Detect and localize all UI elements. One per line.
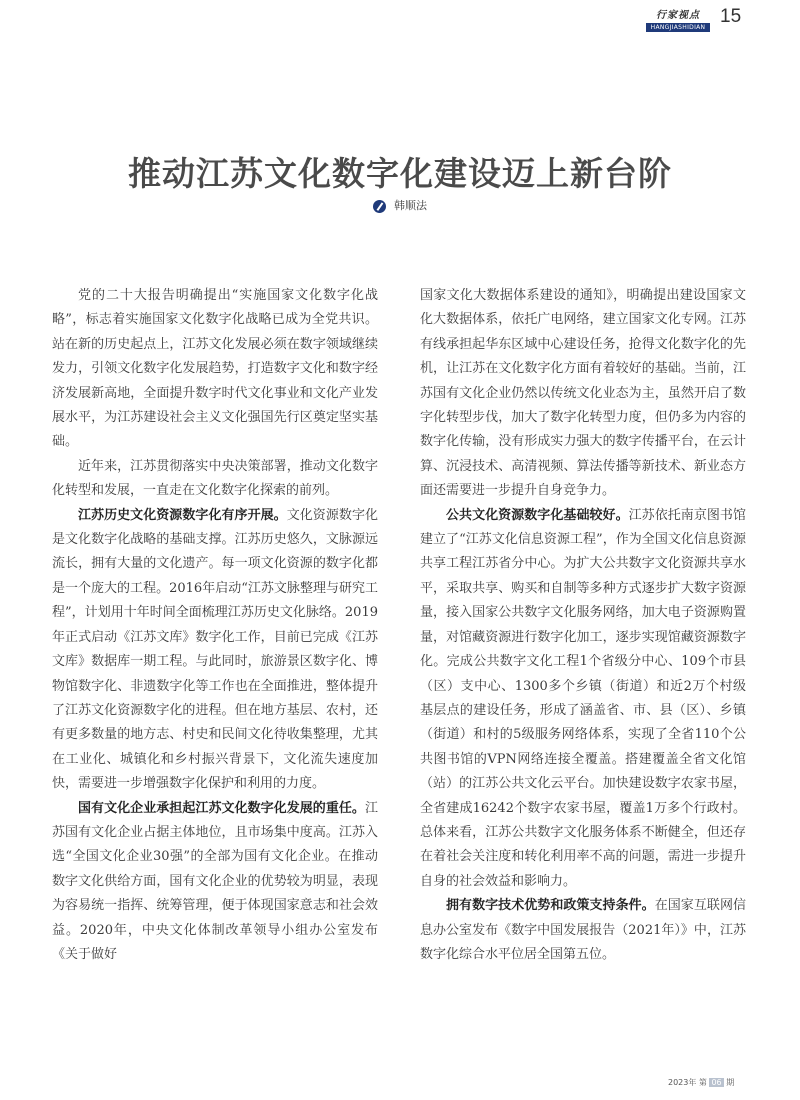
issue-number: 06 — [711, 1078, 722, 1087]
paragraph-heading: 江苏历史文化资源数字化有序开展。 — [78, 507, 287, 523]
issue-footer — [668, 1077, 734, 1088]
section-name-cn: 行家视点 — [656, 10, 700, 21]
paragraph: 近年来，江苏贯彻落实中央决策部署，推动文化数字化转型和发展，一直走在文化数字化探索的前列。 — [52, 458, 378, 499]
paragraph — [420, 504, 746, 895]
issue-year: 2023年 第 — [668, 1078, 707, 1087]
paragraph — [52, 504, 378, 797]
paragraph-body: 江苏国有文化企业占据主体地位，且市场集中度高。江苏入选“全国文化企业30强”的全部为国有文化企业。在推动数字文化供给方面，国有文化企业的优势较为明显，表现为容易统一指挥、统筹管理，便于体现国家意志和社会效益。2020年，中央文化体制改革领导小组办公室发布《关于做好 — [52, 800, 378, 962]
section-name-en: HANGJIASHIDIAN — [646, 23, 710, 32]
paragraph: 国家文化大数据体系建设的通知》，明确提出建设国家文化大数据体系，依托广电网络，建立国家文化专网。江苏有线承担起华东区域中心建设任务，抢得文化数字化的先机，让江苏在文化数字化方面有着较好的基础。当前，江苏国有文化企业仍然以传统文化业态为主，虽然开启了数字化转型步伐，加大了数字化转型力度，但仍多为内容的数字化传输，没有形成实力强大的数字传播平台，在云计算、沉浸技术、高清视频、算法传播等新技术、新业态方面还需要进一步提升自身竞争力。 — [420, 288, 746, 499]
issue-suffix: 期 — [726, 1078, 735, 1087]
paragraph — [420, 894, 746, 967]
paragraph-body: 文化资源数字化是文化数字化战略的基础支撑。江苏历史悠久，文脉源远流长，拥有大量的文化遗产。每一项文化资源的数字化都是一个庞大的工程。2016年启动“江苏文脉整理与研究工程”，计划用十年时间全面梳理江苏历史文化脉络。2019年正式启动《江苏文库》数字化工作，目前已完成《江苏文库》数据库一期工程。与此同时，旅游景区数字化、博物馆数字化、非遗数字化等工作也在全面推进，整体提升了江苏文化资源数字化的进程。但在地方基层、农村，还有更多数量的地方志、村史和民间文化待收集整理，尤其在工业化、城镇化和乡村振兴背景下，文化流失速度加快，需要进一步增强数字化保护和利用的力度。 — [52, 507, 378, 792]
right-column — [420, 284, 746, 967]
page-number: 15 — [720, 6, 742, 27]
author-name: 韩顺法 — [394, 199, 427, 212]
section-badge — [646, 6, 710, 32]
paragraph-heading: 拥有数字技术优势和政策支持条件。 — [446, 898, 655, 914]
paragraph — [52, 797, 378, 968]
pen-icon — [373, 200, 386, 213]
left-column — [52, 284, 378, 967]
paragraph-body: 江苏依托南京图书馆建立了“江苏文化信息资源工程”，作为全国文化信息资源共享工程江苏省分中心。为扩大公共数字文化资源共享水平，采取共享、购买和自制等多种方式逐步扩大数字资源量，接入国家公共数字文化服务网络，加大电子资源购置量，对馆藏资源进行数字化加工，逐步实现馆藏资源数字化。完成公共数字文化工程1个省级分中心、109个市县（区）支中心、1300多个乡镇（街道）和近2万个村级基层点的建设任务，形成了涵盖省、市、县（区）、乡镇（街道）和村的5级服务网络体系，实现了全省110个公共图书馆的VPN网络连接全覆盖。搭建覆盖全省文化馆（站）的江苏公共文化云平台。加快建设数字农家书屋，全省建成16242个数字农家书屋，覆盖1万多个行政村。总体来看，江苏公共数字文化服务体系不断健全，但还存在着社会关注度和转化利用率不高的问题，需进一步提升自身的社会效益和影响力。 — [420, 507, 746, 889]
paragraph-heading: 国有文化企业承担起江苏文化数字化发展的重任。 — [78, 800, 365, 816]
paragraph-heading: 公共文化资源数字化基础较好。 — [446, 507, 629, 523]
paragraph: 党的二十大报告明确提出“实施国家文化数字化战略”，标志着实施国家文化数字化战略已成为全党共识。站在新的历史起点上，江苏文化发展必须在数字领域继续发力，引领文化数字化发展趋势，打造数字文化和数字经济发展新高地，全面提升数字时代文化事业和文化产业发展水平，为江苏建设社会主义文化强国先行区奠定坚实基础。 — [52, 288, 378, 450]
article-title: 推动江苏文化数字化建设迈上新台阶 — [128, 154, 672, 194]
author-row — [0, 197, 800, 213]
paragraph-body: 在国家互联网信息办公室发布《数字中国发展报告（2021年）》中，江苏数字化综合水平位居全国第五位。 — [420, 898, 746, 962]
